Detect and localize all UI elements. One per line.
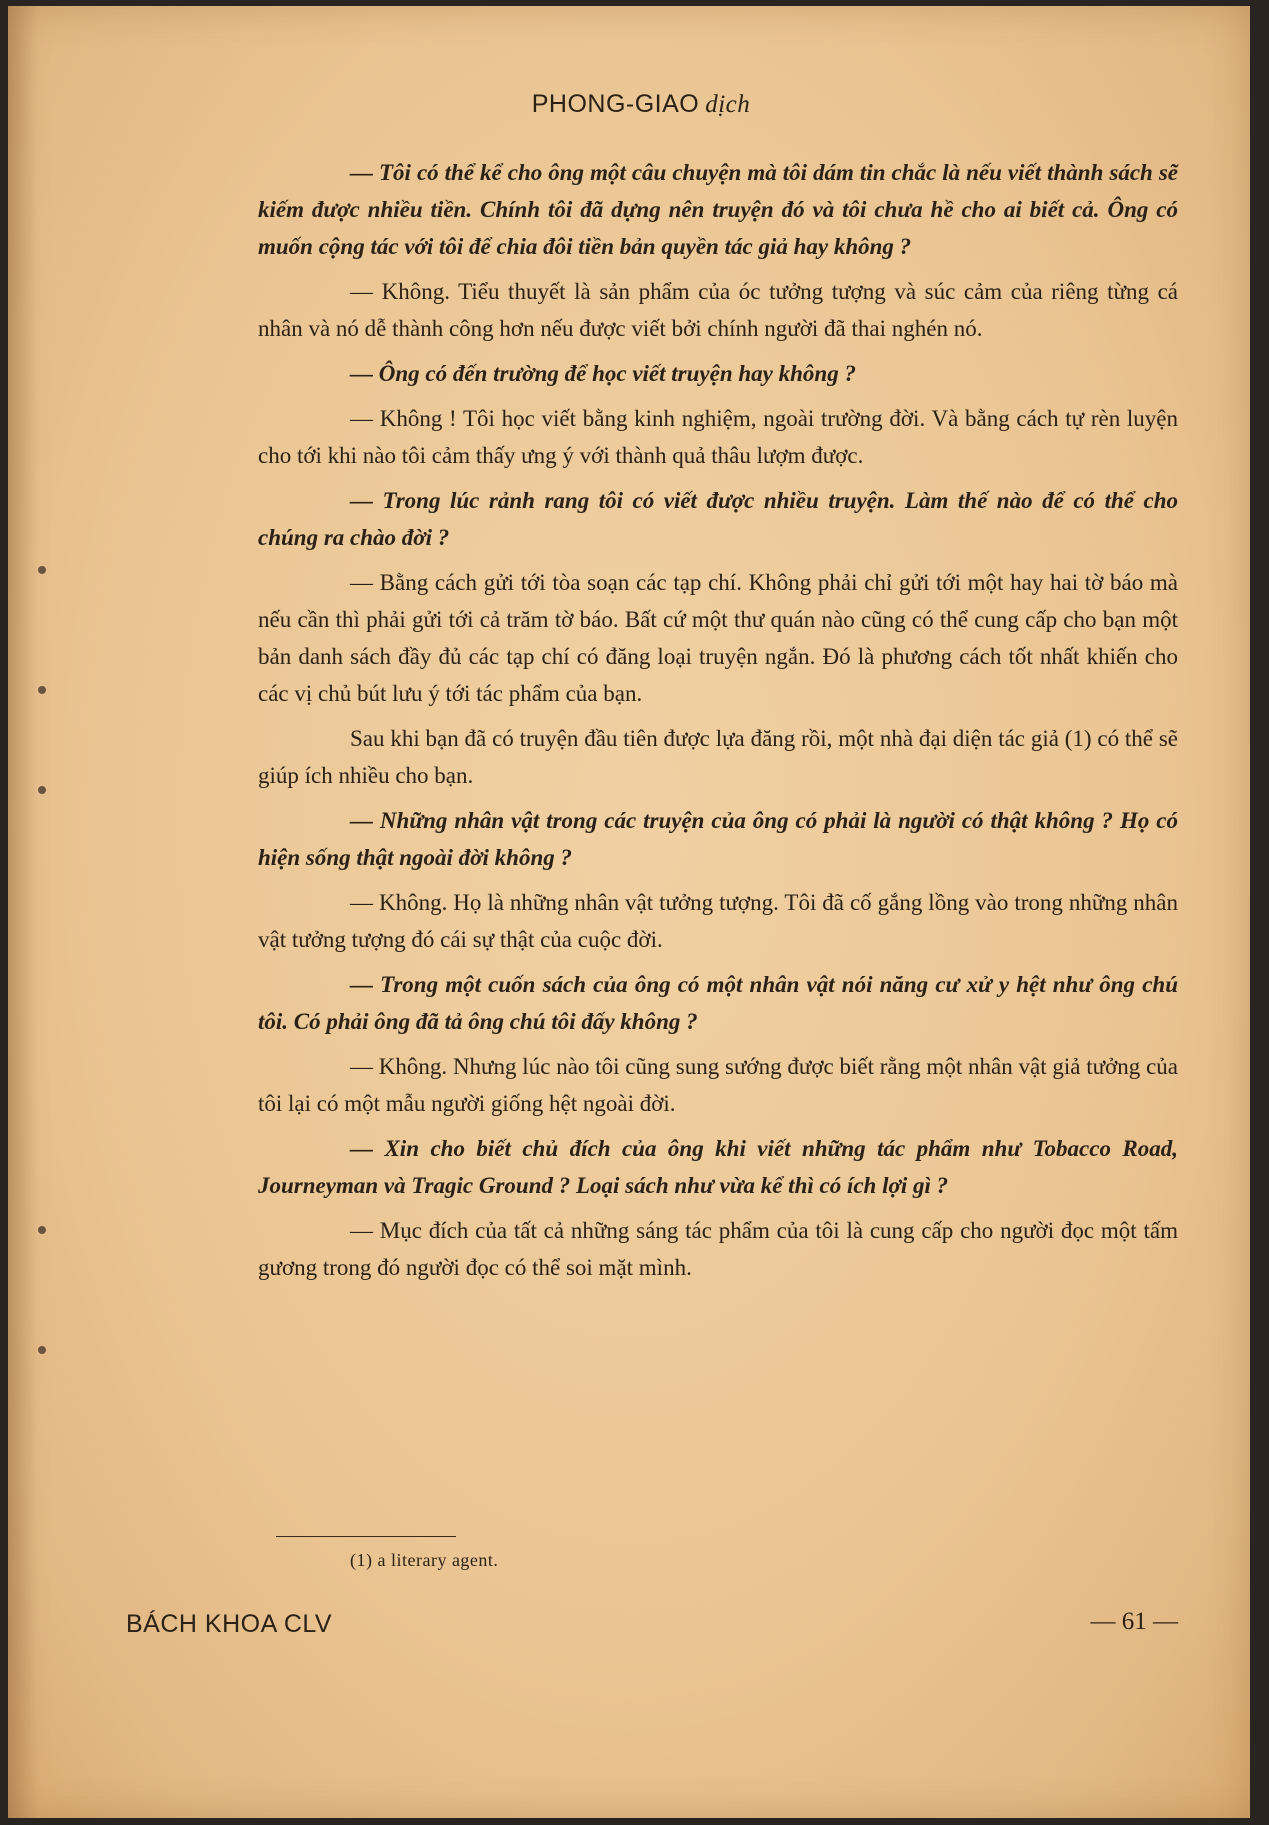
- question-paragraph: — Xin cho biết chủ đích của ông khi viết những tác phẩm như Tobacco Road, Journeyman và Tragic Ground ? Loại sách như vừa kể thì có ích lợi gì ?: [258, 1136, 1178, 1198]
- binding-hole: [38, 566, 46, 574]
- question-paragraph: — Trong một cuốn sách của ông có một nhân vật nói năng cư xử y hệt như ông chú tôi. Có phải ông đã tả ông chú tôi đấy không ?: [258, 972, 1178, 1034]
- question-paragraph: — Tôi có thể kể cho ông một câu chuyện mà tôi dám tin chắc là nếu viết thành sách sẽ kiếm được nhiều tiền. Chính tôi đã dựng nên truyện đó và tôi chưa hề cho ai biết cả. Ông có muốn cộng tác với tôi để chia đôi tiền bản quyền tác giả hay không ?: [258, 160, 1178, 259]
- page-binding-shadow: [8, 6, 38, 1818]
- footnote-rule: [276, 1536, 456, 1537]
- answer-paragraph: Sau khi bạn đã có truyện đầu tiên được lựa đăng rồi, một nhà đại diện tác giả (1) có thể sẽ giúp ích nhiều cho bạn.: [258, 726, 1178, 788]
- header-author: PHONG-GIAO: [531, 90, 700, 118]
- answer-paragraph: — Không ! Tôi học viết bằng kinh nghiệm, ngoài trường đời. Và bằng cách tự rèn luyện cho tới khi nào tôi cảm thấy ưng ý với thành quả thâu lượm được.: [258, 406, 1178, 468]
- document-page: [8, 6, 1250, 1818]
- page-number: — 61 —: [1090, 1608, 1178, 1635]
- binding-hole: [38, 1226, 46, 1234]
- publication-name: BÁCH KHOA CLV: [126, 1610, 333, 1638]
- answer-paragraph: — Bằng cách gửi tới tòa soạn các tạp chí. Không phải chỉ gửi tới một hay hai tờ báo mà nếu cần thì phải gửi tới cả trăm tờ báo. Bất cứ một thư quán nào cũng có thể cung cấp cho bạn một bản danh sách đầy đủ các tạp chí có đăng loại truyện ngắn. Đó là phương cách tốt nhất khiến cho các vị chủ bút lưu ý tới tác phẩm của bạn.: [258, 570, 1178, 706]
- binding-hole: [38, 786, 46, 794]
- question-paragraph: — Trong lúc rảnh rang tôi có viết được nhiều truyện. Làm thế nào để có thể cho chúng ra chào đời ?: [258, 488, 1178, 550]
- answer-paragraph: — Mục đích của tất cả những sáng tác phẩm của tôi là cung cấp cho người đọc một tấm gương trong đó người đọc có thể soi mặt mình.: [258, 1218, 1178, 1280]
- question-paragraph: — Ông có đến trường để học viết truyện hay không ?: [350, 361, 856, 386]
- binding-hole: [38, 1346, 46, 1354]
- question-paragraph: — Những nhân vật trong các truyện của ông có phải là người có thật không ? Họ có hiện sống thật ngoài đời không ?: [258, 808, 1178, 870]
- answer-paragraph: — Không. Tiểu thuyết là sản phẩm của óc tưởng tượng và súc cảm của riêng từng cá nhân và nó dễ thành công hơn nếu được viết bởi chính người đã thai nghén nó.: [258, 279, 1178, 341]
- header-role: dịch: [705, 91, 751, 118]
- article-body: [258, 154, 1178, 1294]
- footnote: (1) a literary agent.: [350, 1550, 499, 1570]
- page-header: [8, 90, 1250, 119]
- binding-hole: [38, 686, 46, 694]
- answer-paragraph: — Không. Họ là những nhân vật tưởng tượng. Tôi đã cố gắng lồng vào trong những nhân vật tưởng tượng đó cái sự thật của cuộc đời.: [258, 890, 1178, 952]
- answer-paragraph: — Không. Nhưng lúc nào tôi cũng sung sướng được biết rằng một nhân vật giả tưởng của tôi lại có một mẫu người giống hệt ngoài đời.: [258, 1054, 1178, 1116]
